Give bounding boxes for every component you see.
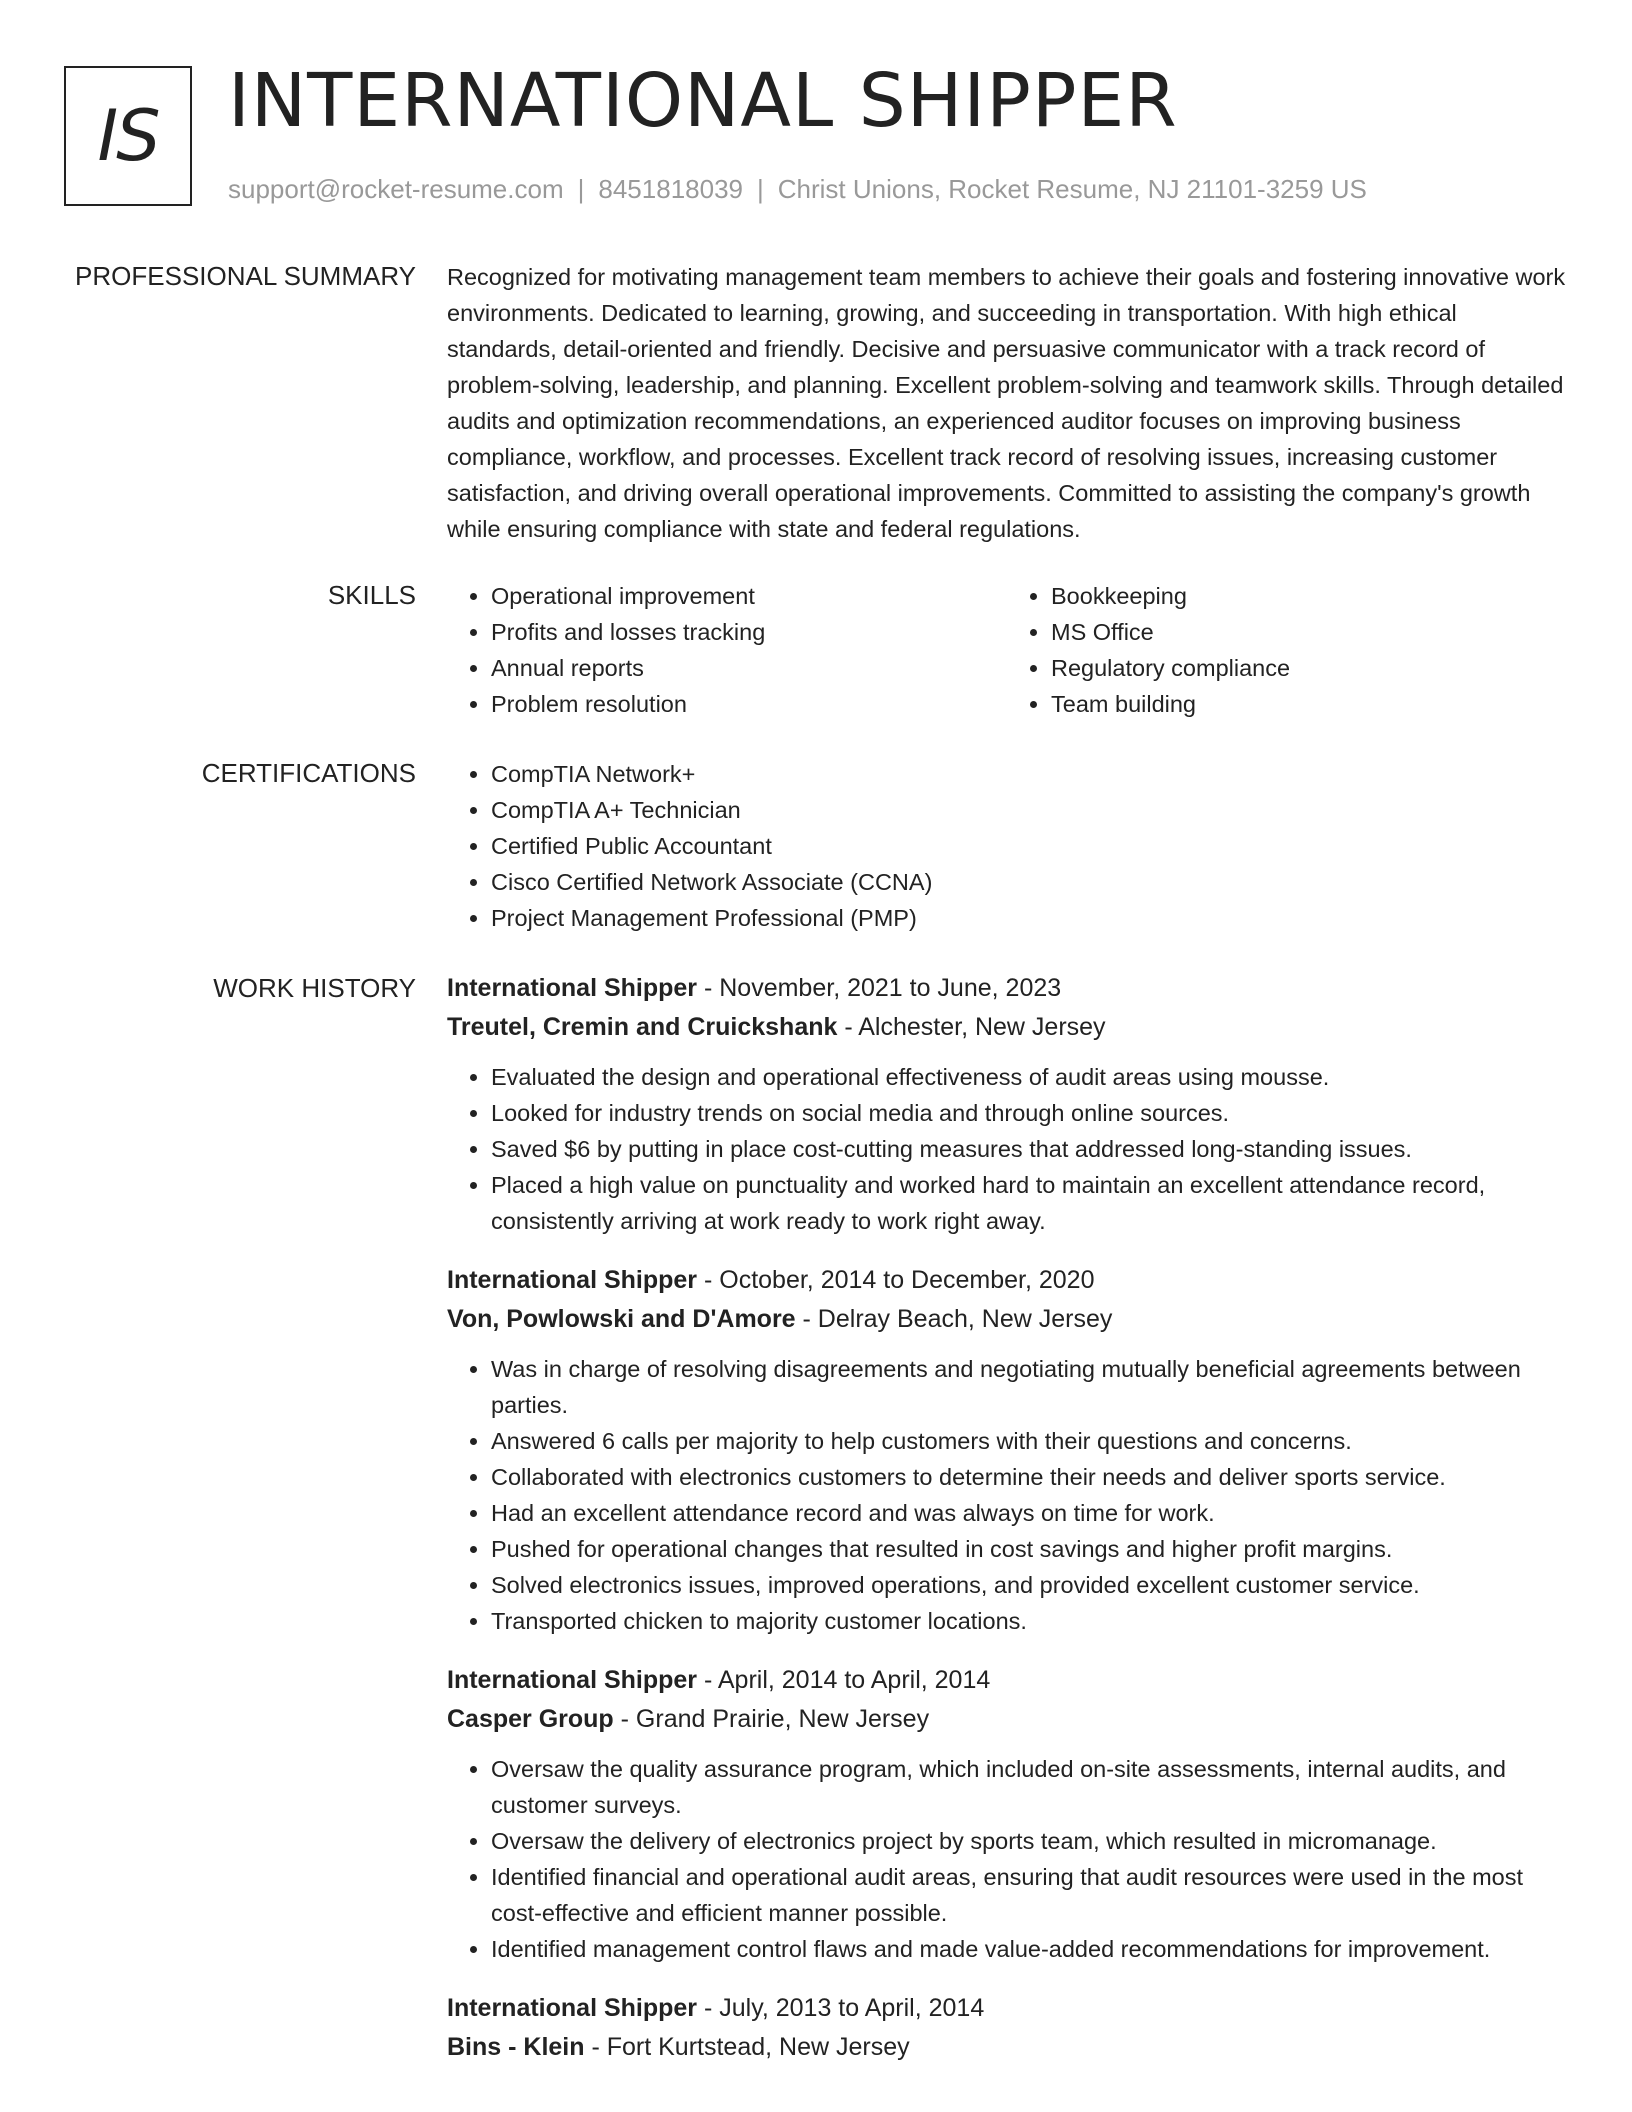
- candidate-name: INTERNATIONAL SHIPPER: [228, 58, 1178, 144]
- job-duty-item: • Placed a high value on punctuality and worked hard to maintain an excellent attendance record, consistently arriving at work ready to work right away.: [491, 1167, 1567, 1239]
- skill-item: • Problem resolution: [491, 686, 1007, 722]
- skill-item: • Profits and losses tracking: [491, 614, 1007, 650]
- certification-item: • Certified Public Accountant: [491, 828, 1567, 864]
- job-company-line: [447, 1008, 1567, 1047]
- job-company: Treutel, Cremin and Cruickshank: [447, 1013, 838, 1041]
- job-duty-item: • Identified financial and operational audit areas, ensuring that audit resources were used in the most cost-effective and efficient manner possible.: [491, 1859, 1567, 1931]
- skills-grid: [447, 578, 1567, 722]
- job-company-line: [447, 1300, 1567, 1339]
- job-duty-item: • Saved $6 by putting in place cost-cutting measures that addressed long-standing issues.: [491, 1131, 1567, 1167]
- job-dates: - April, 2014 to April, 2014: [697, 1666, 991, 1694]
- certifications-heading: CERTIFICATIONS: [201, 758, 416, 788]
- job-duty-item: • Collaborated with electronics customers to determine their needs and deliver sports service.: [491, 1459, 1567, 1495]
- job-location: - Alchester, New Jersey: [837, 1013, 1106, 1041]
- job-dates: - November, 2021 to June, 2023: [697, 974, 1062, 1002]
- job-title: International Shipper: [447, 1266, 698, 1294]
- job-title: International Shipper: [447, 1994, 698, 2022]
- skill-item: • Operational improvement: [491, 578, 1007, 614]
- job-duties-list: [447, 1351, 1567, 1639]
- skills-heading: SKILLS: [327, 580, 416, 610]
- job-title-line: [447, 1261, 1567, 1300]
- job-company: Bins - Klein: [447, 2033, 585, 2061]
- work-history-body: [447, 969, 1567, 2089]
- job-company-line: [447, 2028, 1567, 2067]
- job-company: Casper Group: [447, 1705, 614, 1733]
- job-duties-list: [447, 1059, 1567, 1239]
- job-entry: [447, 1661, 1567, 1967]
- job-duties-list: [447, 1751, 1567, 1967]
- certification-item: • Cisco Certified Network Associate (CCNA): [491, 864, 1567, 900]
- job-company-line: [447, 1700, 1567, 1739]
- job-duty-item: • Oversaw the delivery of electronics project by sports team, which resulted in micromanage.: [491, 1823, 1567, 1859]
- certifications-list: [447, 756, 1567, 936]
- contact-address: Christ Unions, Rocket Resume, NJ 21101-3259 US: [777, 174, 1367, 204]
- contact-separator: |: [757, 174, 764, 204]
- certification-item: • CompTIA Network+: [491, 756, 1567, 792]
- skill-item: • Bookkeeping: [1051, 578, 1567, 614]
- skill-item: • Team building: [1051, 686, 1567, 722]
- job-location: - Delray Beach, New Jersey: [795, 1305, 1113, 1333]
- job-entry: [447, 1261, 1567, 1639]
- job-entry: [447, 969, 1567, 1239]
- skills-column-1: [447, 578, 1007, 722]
- job-duty-item: • Oversaw the quality assurance program, which included on-site assessments, internal audits, and customer surveys.: [491, 1751, 1567, 1823]
- job-duty-item: • Transported chicken to majority customer locations.: [491, 1603, 1567, 1639]
- job-duty-item: • Had an excellent attendance record and was always on time for work.: [491, 1495, 1567, 1531]
- contact-email: support@rocket-resume.com: [228, 174, 564, 204]
- summary-body: [447, 259, 1567, 547]
- job-duty-item: • Solved electronics issues, improved operations, and provided excellent customer service.: [491, 1567, 1567, 1603]
- certification-item: • CompTIA A+ Technician: [491, 792, 1567, 828]
- skills-body: [447, 578, 1567, 722]
- job-title: International Shipper: [447, 1666, 698, 1694]
- job-duty-item: • Evaluated the design and operational effectiveness of audit areas using mousse.: [491, 1059, 1567, 1095]
- job-duty-item: • Identified management control flaws and made value-added recommendations for improvement.: [491, 1931, 1567, 1967]
- job-entry: [447, 1989, 1567, 2067]
- job-title: International Shipper: [447, 974, 698, 1002]
- certifications-body: [447, 756, 1567, 936]
- job-location: - Fort Kurtstead, New Jersey: [584, 2033, 910, 2061]
- monogram-badge: IS: [64, 66, 192, 206]
- contact-line: [228, 174, 1367, 205]
- summary-heading: PROFESSIONAL SUMMARY: [75, 261, 416, 291]
- contact-separator: |: [577, 174, 585, 204]
- skill-item: • Annual reports: [491, 650, 1007, 686]
- job-duty-item: • Answered 6 calls per majority to help customers with their questions and concerns.: [491, 1423, 1567, 1459]
- job-title-line: [447, 969, 1567, 1008]
- job-duty-item: • Was in charge of resolving disagreements and negotiating mutually beneficial agreements between parties.: [491, 1351, 1567, 1423]
- job-title-line: [447, 1661, 1567, 1700]
- summary-text: Recognized for motivating management team members to achieve their goals and fostering innovative work environments. Dedicated to learning, growing, and succeeding in transportation. With high ethical standards, detail-oriented and friendly. Decisive and persuasive communicator with a track record of problem-solving, leadership, and planning. Excellent problem-solving and teamwork skills. Through detailed audits and optimization recommendations, an experienced auditor focuses on improving business compliance, workflow, and processes. Excellent track record of resolving issues, increasing customer satisfaction, and driving overall operational improvements. Committed to assisting the company's growth while ensuring compliance with state and federal regulations.: [447, 264, 1566, 542]
- job-duty-item: • Pushed for operational changes that resulted in cost savings and higher profit margins.: [491, 1531, 1567, 1567]
- skill-item: • Regulatory compliance: [1051, 650, 1567, 686]
- job-duty-item: • Looked for industry trends on social media and through online sources.: [491, 1095, 1567, 1131]
- certification-item: • Project Management Professional (PMP): [491, 900, 1567, 936]
- job-dates: - October, 2014 to December, 2020: [697, 1266, 1095, 1294]
- skill-item: • MS Office: [1051, 614, 1567, 650]
- job-company: Von, Powlowski and D'Amore: [447, 1305, 796, 1333]
- work-history-heading: WORK HISTORY: [213, 973, 416, 1003]
- job-dates: - July, 2013 to April, 2014: [697, 1994, 985, 2022]
- job-location: - Grand Prairie, New Jersey: [613, 1705, 930, 1733]
- contact-phone: 8451818039: [598, 174, 743, 204]
- job-title-line: [447, 1989, 1567, 2028]
- skills-column-2: [1007, 578, 1567, 722]
